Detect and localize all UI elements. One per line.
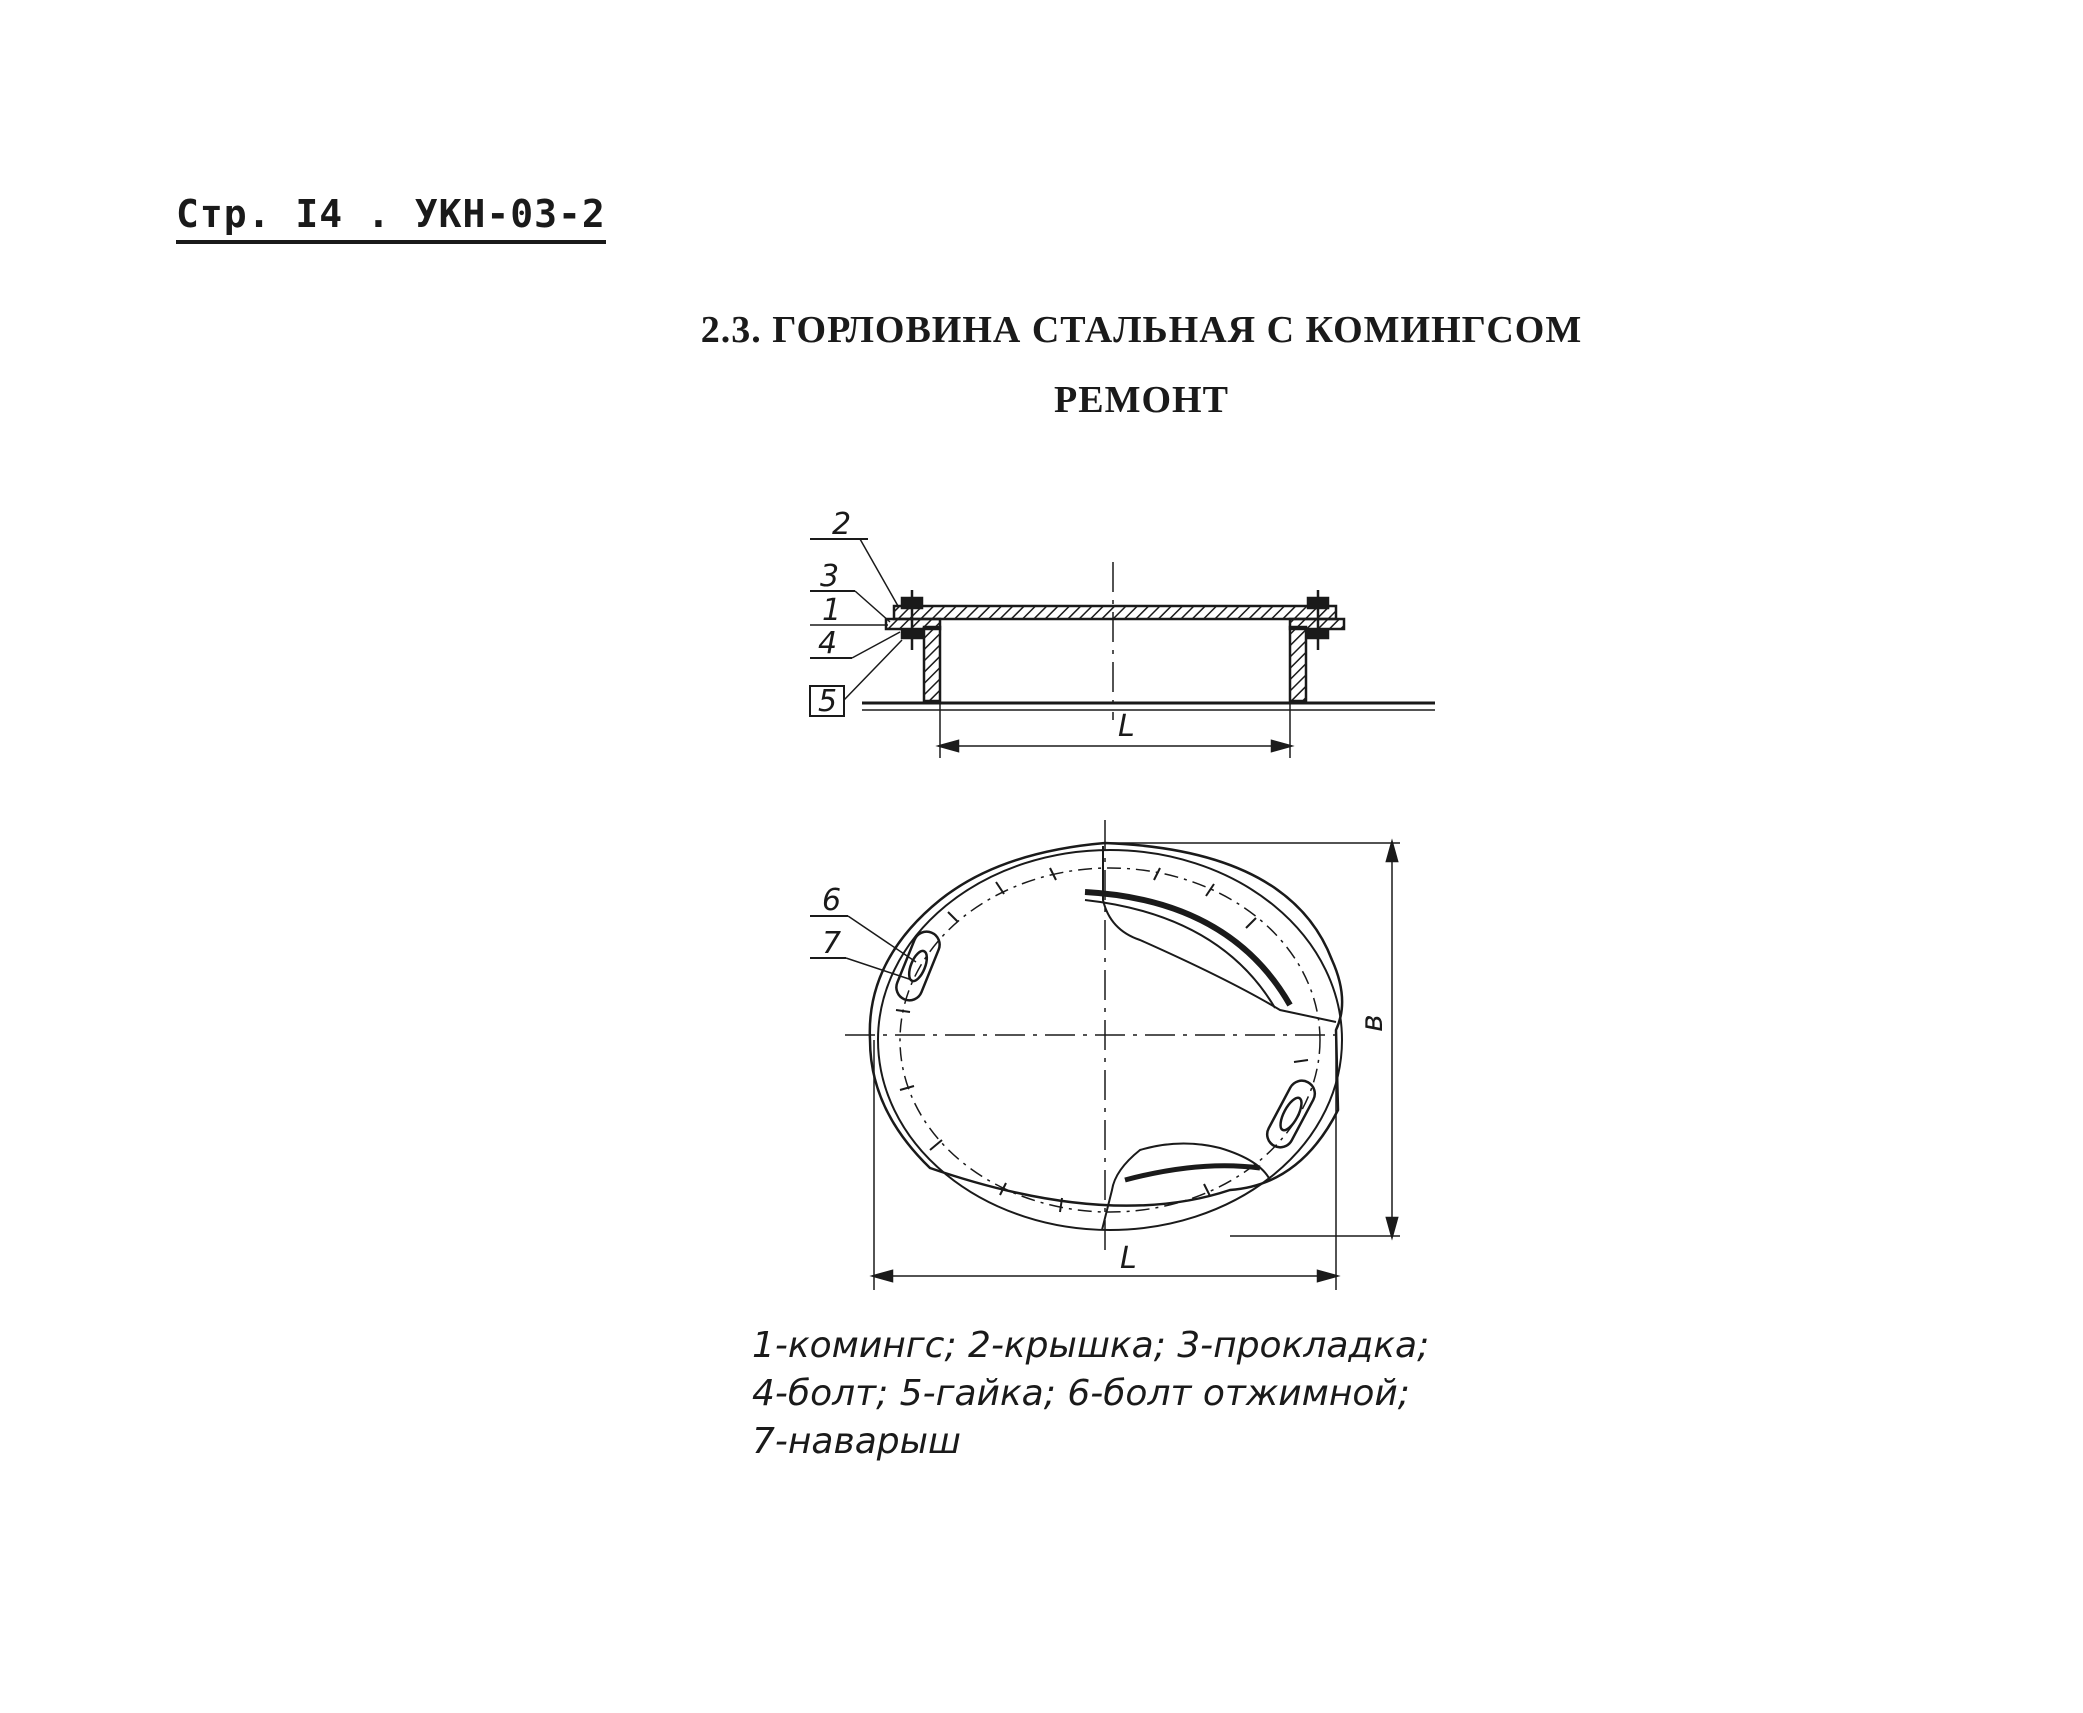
drawing-subtitle: РЕМОНТ xyxy=(1054,379,1229,421)
coaming-right-wall xyxy=(1290,627,1306,701)
cover-plate xyxy=(894,606,1336,619)
coaming-left-wall xyxy=(924,627,940,701)
callout-2: 2 xyxy=(832,507,852,542)
plan-height-label: в xyxy=(1355,1014,1390,1032)
legend-line: 1-комингс; 2-крышка; 3-прокладка; xyxy=(752,1325,1430,1366)
page-reference: Стр. I4 . УКН-03-2 xyxy=(176,192,606,244)
legend-line: 7-наварыш xyxy=(752,1421,961,1462)
plan-view xyxy=(810,820,1400,1290)
drawing-title: 2.3. ГОРЛОВИНА СТАЛЬНАЯ С КОМИНГСОМ xyxy=(700,309,1583,351)
legend-line: 4-болт; 5-гайка; 6-болт отжимной; xyxy=(752,1373,1410,1414)
callout-6: 6 xyxy=(822,883,842,918)
callout-1: 1 xyxy=(822,593,842,628)
cover-outline xyxy=(870,843,1342,1206)
callout-5: 5 xyxy=(818,684,838,719)
callout-7: 7 xyxy=(822,926,842,961)
plan-width-label: L xyxy=(1120,1241,1137,1276)
section-dimension-label: L xyxy=(1118,709,1135,744)
jacking-bolt-boss-right xyxy=(1263,1076,1320,1152)
callout-3: 3 xyxy=(820,559,840,594)
callout-4: 4 xyxy=(818,626,838,661)
parts-legend xyxy=(752,1322,1429,1466)
